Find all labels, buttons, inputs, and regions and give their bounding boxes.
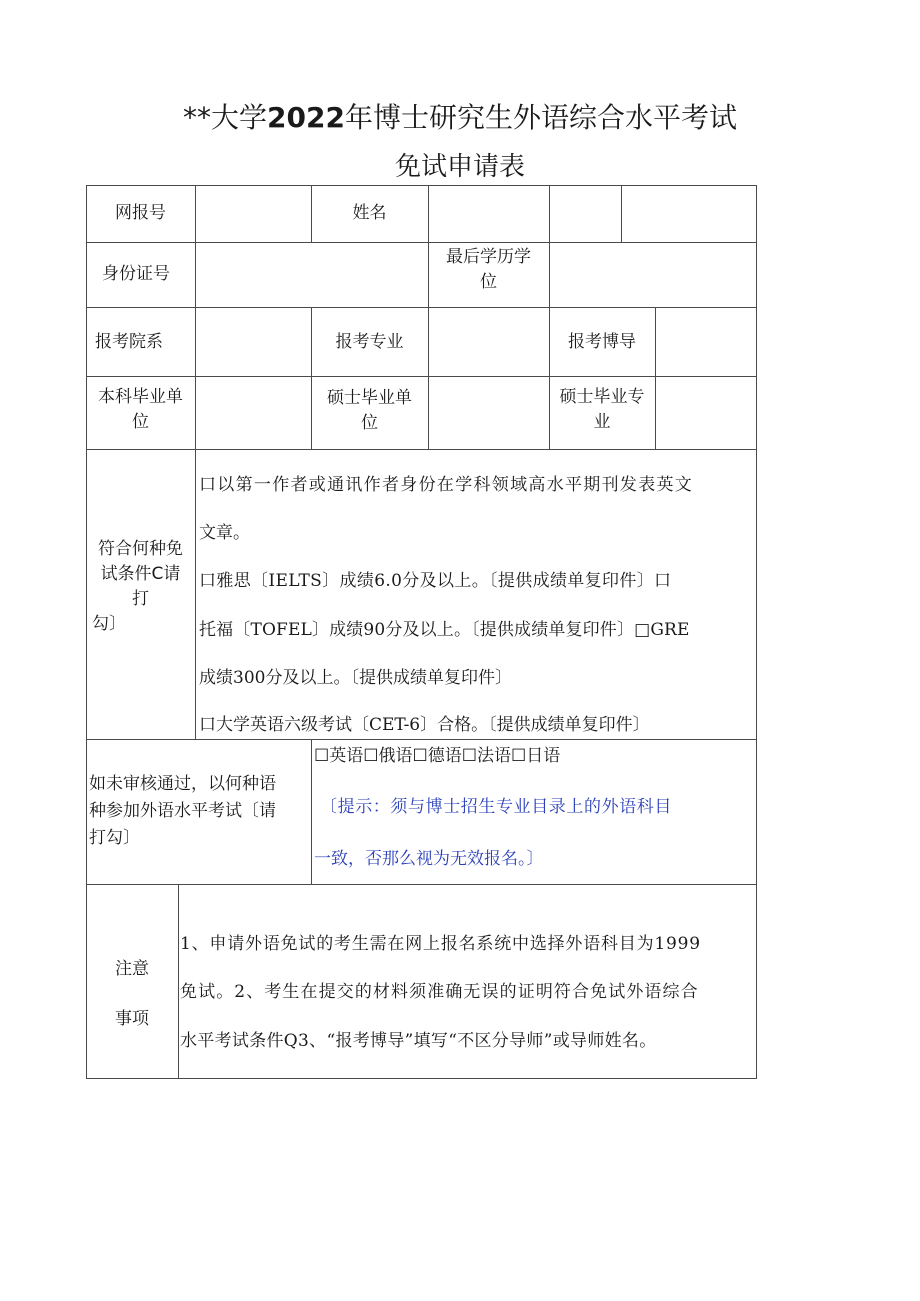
- grid-line: [195, 449, 196, 739]
- fallback-label: 如未审核通过，以何种语 种参加外语水平考试〔请 打勾〕: [89, 774, 276, 848]
- conditions-label: 符合何种免 试条件C请 打 勾〕: [92, 539, 183, 634]
- note-line: 1、申请外语免试的考生需在网上报名系统中选择外语科目为1999: [180, 934, 701, 954]
- master-major-field[interactable]: [656, 377, 756, 449]
- master-major-label: 硕士毕业专 业: [559, 387, 645, 432]
- dept-field[interactable]: [196, 308, 311, 376]
- condition-toefl-gre[interactable]: 托福〔TOFEL〕成绩90分及以上。〔提供成绩单复印件〕□GRE: [199, 620, 690, 640]
- language-hint-line1: 〔提示：须与博士招生专业目录上的外语科目: [320, 797, 672, 817]
- major-field[interactable]: [429, 308, 549, 376]
- condition-gre-score: 成绩300分及以上。〔提供成绩单复印件〕: [199, 668, 512, 688]
- degree-field[interactable]: [550, 243, 756, 307]
- id-field[interactable]: [196, 243, 428, 307]
- notes-label: 注意 事项: [115, 959, 149, 1029]
- condition-journal-cont: 文章。: [199, 523, 250, 543]
- photo-field[interactable]: [622, 186, 756, 242]
- supervisor-field[interactable]: [656, 308, 756, 376]
- condition-cet6[interactable]: 口大学英语六级考试〔CET-6〕合格。〔提供成绩单复印件〕: [199, 715, 650, 735]
- major-label: 报考专业: [335, 332, 404, 352]
- name-field[interactable]: [429, 186, 549, 242]
- master-unit-label: 硕士毕业单 位: [327, 388, 412, 433]
- page-title: **大学2022年博士研究生外语综合水平考试: [183, 101, 737, 134]
- name-label: 姓名: [352, 203, 387, 223]
- wangbaohao-label: 网报号: [115, 203, 166, 223]
- grid-line: [178, 884, 179, 1078]
- page-subtitle: 免试申请表: [394, 152, 525, 182]
- extra-field[interactable]: [550, 186, 621, 242]
- grid-line: [311, 739, 312, 884]
- grid-line: [86, 884, 756, 885]
- language-hint-line2: 一致，否那么视为无效报名。〕: [314, 849, 544, 869]
- language-options[interactable]: ☐英语☐俄语☐德语☐法语☐日语: [314, 746, 561, 766]
- supervisor-label: 报考博导: [568, 332, 636, 352]
- undergrad-unit-label: 本科毕业单 位: [98, 387, 183, 432]
- grid-line: [86, 449, 756, 450]
- grid-line: [86, 1078, 756, 1079]
- condition-ielts[interactable]: 口雅思〔IELTS〕成绩6.0分及以上。〔提供成绩单复印件〕口: [199, 571, 672, 591]
- note-line: 免试。2、考生在提交的材料须准确无误的证明符合免试外语综合: [180, 982, 699, 1002]
- grid-line: [86, 739, 756, 740]
- id-label: 身份证号: [102, 264, 170, 284]
- degree-label: 最后学历学 位: [446, 247, 531, 292]
- grid-line: [756, 185, 757, 1079]
- condition-journal[interactable]: 口以第一作者或通讯作者身份在学科领域高水平期刊发表英文: [199, 475, 694, 495]
- master-unit-field[interactable]: [429, 377, 549, 449]
- dept-label: 报考院系: [95, 332, 163, 352]
- note-line: 水平考试条件Q3、“报考博导”填写“不区分导师”或导师姓名。: [180, 1031, 657, 1051]
- wangbaohao-field[interactable]: [196, 186, 311, 242]
- undergrad-unit-field[interactable]: [196, 377, 311, 449]
